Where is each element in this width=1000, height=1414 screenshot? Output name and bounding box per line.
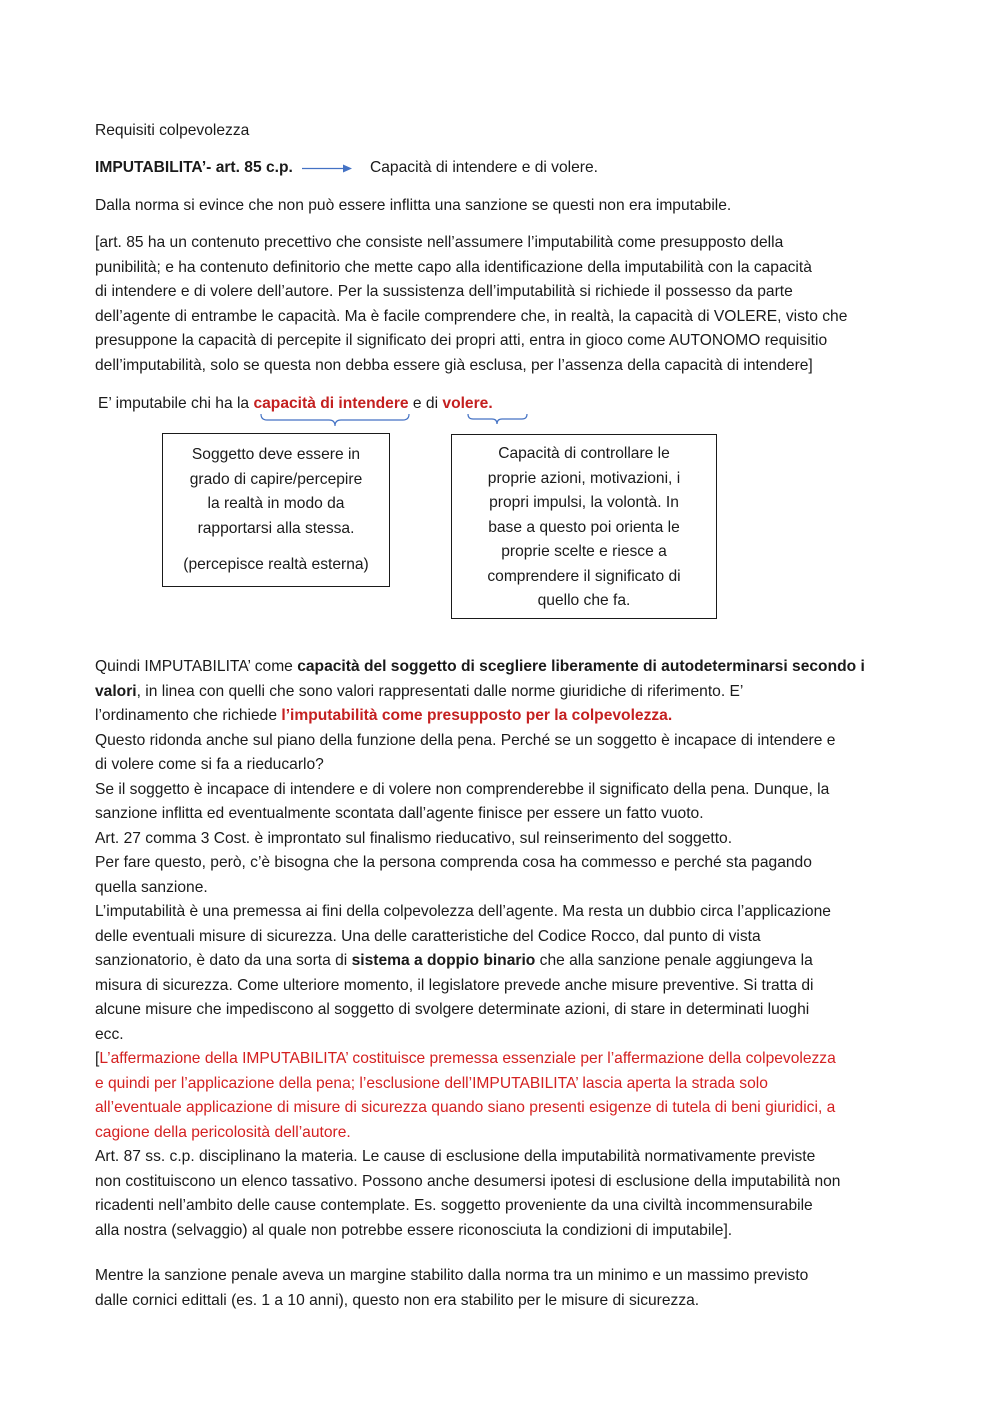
red-note-line: e quindi per l’applicazione della pena; l’esclusione dell’IMPUTABILITA’ lascia aperta la strada solo [95,1074,768,1092]
text-line: grado di capire/percepire [189,470,363,488]
text-line: comprendere il significato di [487,567,681,585]
text-line: delle eventuali misure di sicurezza. Una delle caratteristiche del Codice Rocco, dal punto di vista [95,927,761,945]
text-line: ricadenti nell’ambito delle cause contemplate. Es. soggetto proveniente da una civiltà incommensurabile [95,1197,813,1214]
heading-definition: Capacità di intendere e di volere. [370,159,598,176]
red-note-line: [L’affermazione della IMPUTABILITA’ costituisce premessa essenziale per l’affermazione della colpevolezza [95,1050,836,1067]
text-line: Mentre la sanzione penale aveva un margine stabilito dalla norma tra un minimo e un massimo previsto [95,1267,809,1284]
imputable-sentence: E’ imputabile chi ha la capacità di intendere e di volere. [98,395,493,412]
text-line: dalle cornici edittali (es. 1 a 10 anni), questo non era stabilito per le misure di sicurezza. [95,1291,700,1309]
text-line: Se il soggetto è incapace di intendere e di volere non comprenderebbe il significato della pena. Dunque, la [95,780,830,798]
text-line: non costituiscono un elenco tassativo. Possono anche desumersi ipotesi di esclusione della imputabilità non [95,1172,841,1190]
text-line: di intendere e di volere dell’autore. Per la sussistenza dell’imputabilità si richiede il possesso da parte [95,283,793,300]
heading-label: IMPUTABILITA’- art. 85 c.p. [95,159,293,176]
document-title: Requisiti colpevolezza [95,122,250,139]
red-note-line: all’eventuale applicazione di misure di sicurezza quando siano presenti esigenze di tutela di beni giuridici, a [95,1099,836,1116]
text-line: Questo ridonda anche sul piano della funzione della pena. Perché se un soggetto è incapace di intendere e [95,731,836,749]
final-paragraph [95,1264,910,1313]
text-line: di volere come si fa a rieducarlo? [95,756,324,773]
text-line: L’imputabilità è una premessa ai fini della colpevolezza dell’agente. Ma resta un dubbio circa l’applicazione [95,903,831,920]
text-line: Capacità di controllare le [498,445,670,462]
text-line: ecc. [95,1025,124,1043]
box-volere [451,434,717,619]
text-line: alcune misure che impediscono al soggetto di svolgere determinate azioni, di stare in determinati luoghi [95,1001,810,1018]
doppio-binario: sistema a doppio binario [351,952,536,969]
term-volere: volere. [442,395,493,412]
text-line: punibilità; e ha contenuto definitorio che mette capo alla identificazione della imputabilità con la capacità [95,258,812,276]
text-line: dell’agente di entrambe le capacità. Ma è facile comprendere che, in realtà, la capacità di VOLERE, visto che [95,307,848,325]
text-line: quella sanzione. [95,878,208,896]
text-line: propri impulsi, la volontà. In [489,494,679,511]
box-intendere [162,433,390,587]
text-line: rapportarsi alla stessa. [197,519,355,537]
text-line: proprie azioni, motivazioni, i [487,469,681,487]
text-line: base a questo poi orienta le [488,518,680,536]
intro-text: Dalla norma si evince che non può essere inflitta una sanzione se questi non era imputabile. [95,197,732,214]
red-note-line: cagione della pericolosità dell’autore. [95,1123,351,1141]
box-note: (percepisce realtà esterna) [183,556,369,573]
text-line: presuppone la capacità di percepite il significato dei propri atti, entra in gioco come AUTONOMO requisitio [95,332,828,349]
text-line: Art. 27 comma 3 Cost. è improntato sul finalismo rieducativo, sul reinserimento del soggetto. [95,829,733,847]
text-line: misura di sicurezza. Come ulteriore momento, il legislatore prevede anche misure preventive. Si tratta di [95,976,814,994]
text-line: Soggetto deve essere in [191,446,361,463]
body-text: Quindi IMPUTABILITA’ come capacità del soggetto di scegliere liberamente di autodeterminarsi secondo i valori, in linea con quelli che sono valori rappresentati dalle norme giuridiche di riferimento. E’ l’ordinamento che richiede l’imputabilità come presupposto per la colpevolezza. Questo ridonda anche sul piano della funzione della pena. Perché se un soggetto è incapace di intendere e di volere come si fa a rieducarlo? Se il soggetto è incapace di intendere e di volere non comprenderebbe il significato della pena. Dunque, la sanzione inflitta ed eventualmente scontata dall’agente finisce per essere un fatto vuoto. Art. 27 comma 3 Cost. è improntato sul finalismo rieducativo, sul reinserimento del soggetto. Per fare questo, però, c’è bisogna che la persona comprenda cosa ha commesso e perché sta pagando quella sanzione. L’imputabilità è una premessa ai fini della colpevolezza dell’agente. Ma resta un dubbio circa l’applicazione delle eventuali misure di sicurezza. Una delle caratteristiche del Codice Rocco, dal punto di vista sanzionatorio, è dato da una sorta di sistema a doppio binario che alla sanzione penale aggiungeva la misura di sicurezza. Come ulteriore momento, il legislatore prevede anche misure preventive. Si tratta di alcune misure che impediscono al soggetto di svolgere determinate azioni, di stare in determinati luoghi ecc. [L’affermazione della IMPUTABILITA’ costituisce premessa essenziale per l’affermazione della colpevolezza e quindi per l’applicazione della pena; l’esclusione dell’IMPUTABILITA’ lascia aperta la strada solo all’eventuale applicazione di misure di sicurezza quando siano presenti esigenze di tutela di beni giuridici, a cagione della pericolosità dell’autore. Art. 87 ss. c.p. disciplinano la materia. Le cause di esclusione della imputabilità normativamente previste non costituiscono un elenco tassativo. Possono anche desumersi ipotesi di esclusione della imputabilità non ricadenti nell’ambito delle cause contemplate. Es. soggetto proveniente da una civiltà incommensurabile alla nostra (selvaggio) al quale non potrebbe essere riconosciuta la condizioni di imputabile]. [95,655,910,1243]
text-line: quello che fa. [537,592,631,609]
text-line: sanzione inflitta ed eventualmente scontata dall’agente finisce per essere un fatto vuoto. [95,805,704,822]
text-line: alla nostra (selvaggio) al quale non potrebbe essere riconosciuta la condizioni di imputabile]. [95,1221,733,1239]
text-line: Per fare questo, però, c’è bisogna che la persona comprenda cosa ha commesso e perché sta pagando [95,854,812,871]
text-line: dell’imputabilità, solo se questa non debba essere già esclusa, per l’assenza della capacità di intendere] [95,356,813,374]
text-line: [art. 85 ha un contenuto precettivo che consiste nell’assumere l’imputabilità come presupposto della [95,234,784,251]
text-line: la realtà in modo da [207,495,345,512]
text-line: Art. 87 ss. c.p. disciplinano la materia. Le cause di esclusione della imputabilità normativamente previste [95,1148,816,1165]
text-line: proprie scelte e riesce a [501,543,667,560]
term-intendere: capacità di intendere [253,395,409,412]
